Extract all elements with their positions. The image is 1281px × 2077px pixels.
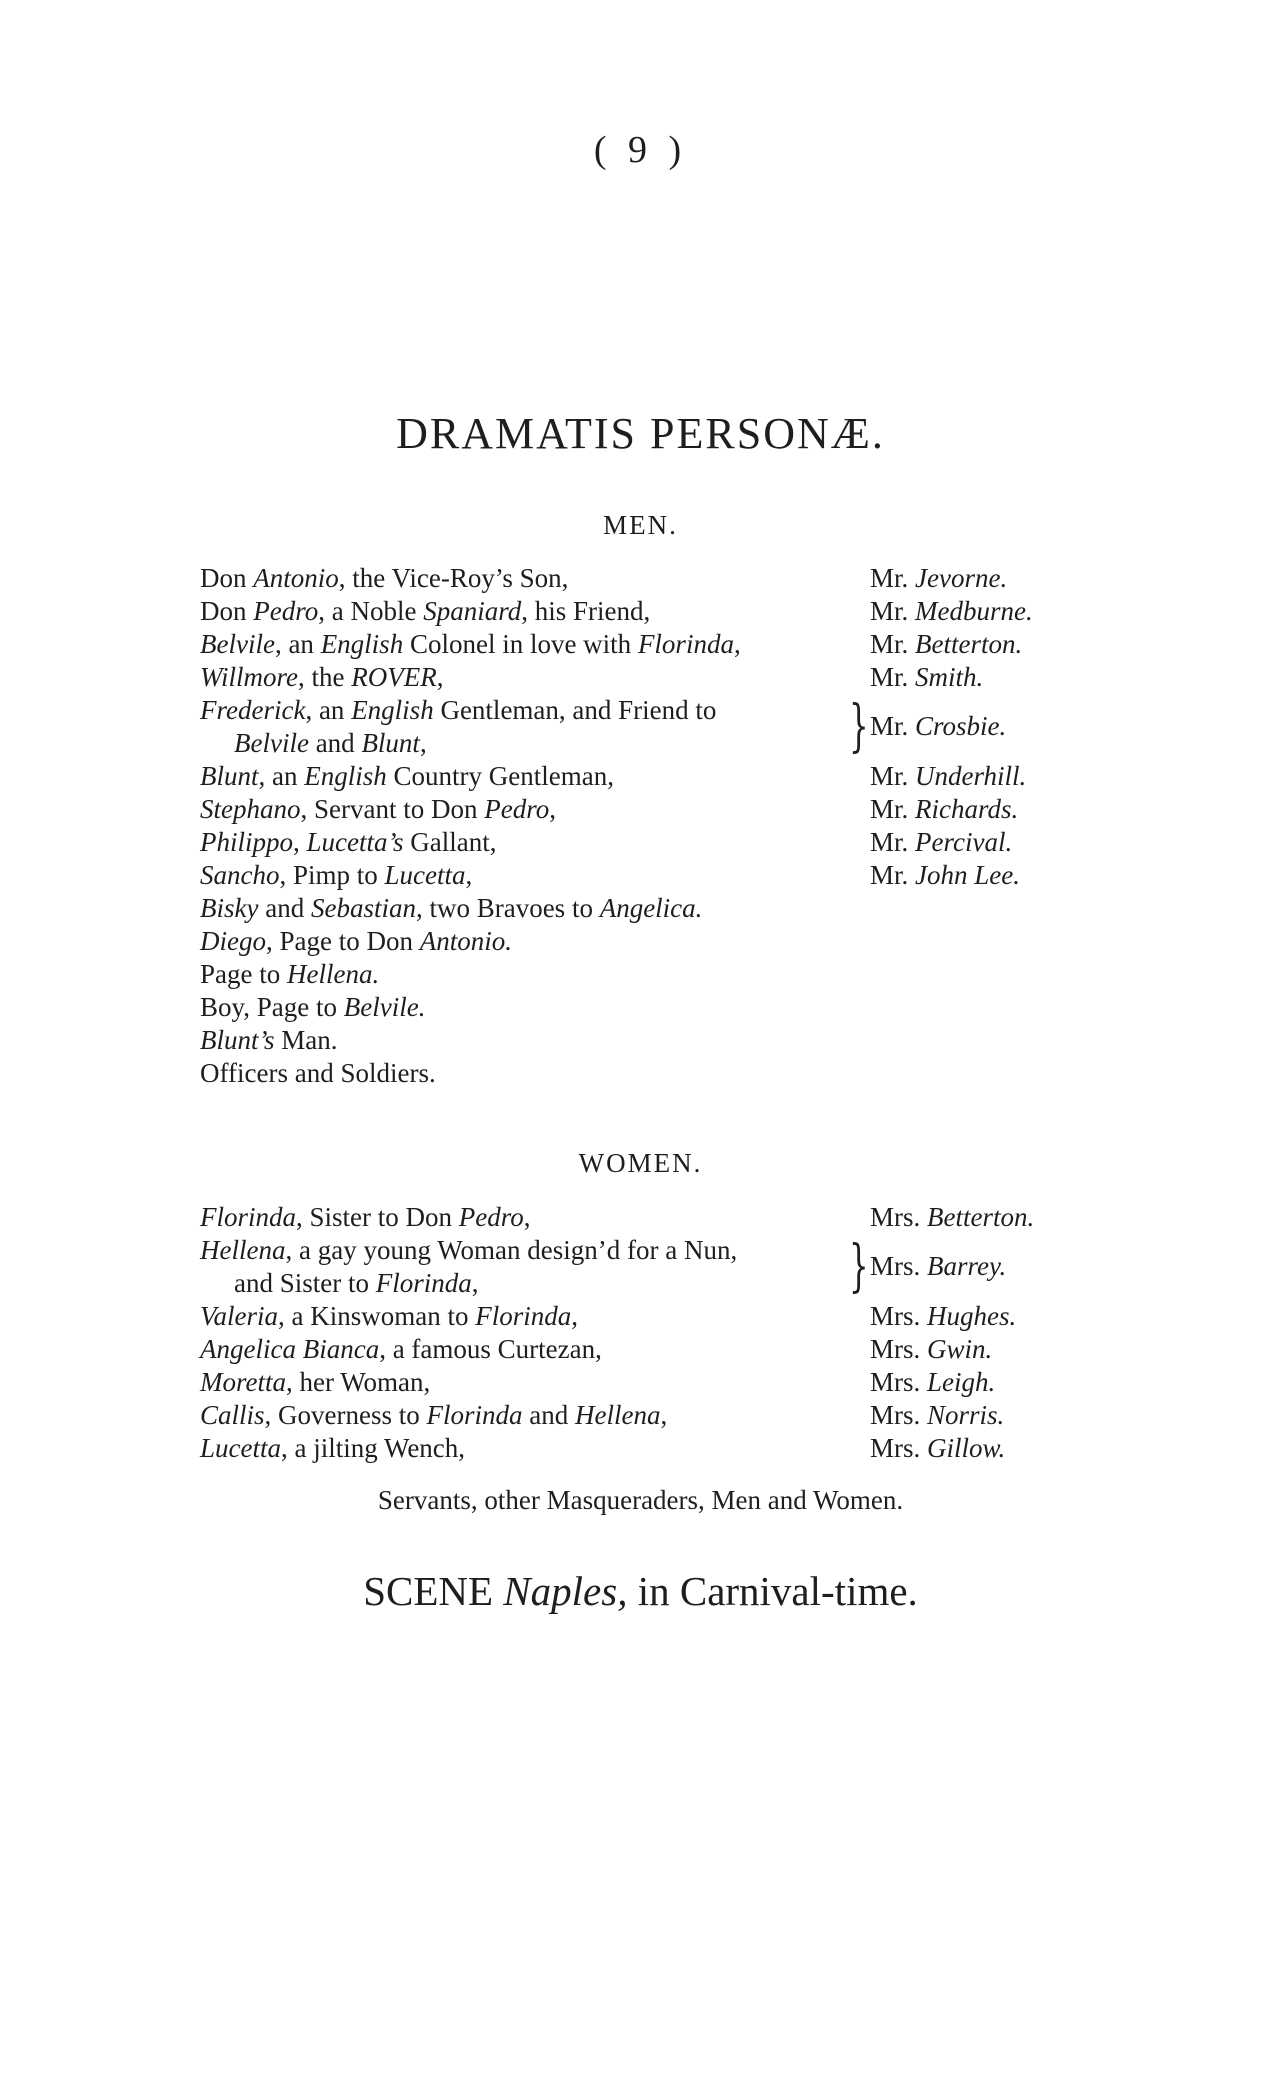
cast-row [200,859,1080,892]
scene-place: Naples, [503,1568,628,1614]
cast-row [200,1333,1080,1366]
cast-row [200,661,1080,694]
character-description: Diego, Page to Don Antonio. [200,926,512,956]
character-description: Blunt, an English Country Gentleman, [200,761,614,791]
scene-label: SCENE [363,1568,494,1614]
character-description: Frederick, an English Gentleman, and Friend to Belvile and Blunt, [200,695,717,758]
cast-row [200,991,1080,1024]
men-heading: MEN. [603,510,678,540]
actor-name: Mr. Crosbie. [870,711,1007,741]
women-heading: WOMEN. [578,1148,703,1178]
cast-row [200,628,1080,661]
cast-row [200,1399,1080,1432]
men-cast-list [200,562,1080,1090]
actor-name: Mr. Medburne. [870,596,1033,626]
actor-name: Mrs. Norris. [870,1400,1005,1430]
extras-line: Servants, other Masqueraders, Men and Women. [377,1485,904,1515]
character-description: Boy, Page to Belvile. [200,992,426,1022]
character-description: Bisky and Sebastian, two Bravoes to Angelica. [200,893,703,923]
character-description: Lucetta, a jilting Wench, [200,1433,466,1463]
actor-name: Mr. Richards. [870,794,1019,824]
cast-row [200,892,1080,925]
actor-name: Mr. Percival. [870,827,1013,857]
character-description: Hellena, a gay young Woman design’d for a Nun, and Sister to Florinda, [200,1235,738,1298]
character-description: Callis, Governess to Florinda and Hellena, [200,1400,668,1430]
actor-name: Mrs. Gillow. [870,1433,1006,1463]
cast-row [200,1300,1080,1333]
character-description: Officers and Soldiers. [200,1058,436,1088]
cast-row [200,1057,1080,1090]
cast-row [200,925,1080,958]
actor-name: Mr. Jevorne. [870,563,1008,593]
cast-row [200,562,1080,595]
cast-row [200,694,1080,760]
cast-row [200,760,1080,793]
character-description: Blunt’s Man. [200,1025,338,1055]
scene-line [0,1567,1281,1615]
brace-mark: } [849,694,869,759]
cast-row [200,958,1080,991]
actor-name: Mrs. Leigh. [870,1367,996,1397]
actor-name: Mr. Betterton. [870,629,1023,659]
character-description: Philippo, Lucetta’s Gallant, [200,827,497,857]
character-description: Belvile, an English Colonel in love with Florinda, [200,629,741,659]
character-description: Don Antonio, the Vice-Roy’s Son, [200,563,569,593]
cast-row [200,793,1080,826]
character-description: Page to Hellena. [200,959,380,989]
cast-row [200,1024,1080,1057]
actor-name: Mrs. Hughes. [870,1301,1017,1331]
actor-name: Mrs. Betterton. [870,1202,1035,1232]
page-number: ( 9 ) [593,129,688,171]
actor-name: Mrs. Gwin. [870,1334,993,1364]
character-description: Sancho, Pimp to Lucetta, [200,860,473,890]
character-description: Moretta, her Woman, [200,1367,431,1397]
cast-row [200,826,1080,859]
cast-row [200,595,1080,628]
cast-row [200,1201,1080,1234]
brace-mark: } [849,1234,869,1299]
character-description: Stephano, Servant to Don Pedro, [200,794,556,824]
cast-row [200,1432,1080,1465]
actor-name: Mr. Underhill. [870,761,1027,791]
cast-row [200,1366,1080,1399]
actor-name: Mrs. Barrey. [870,1251,1007,1281]
actor-name: Mr. Smith. [870,662,984,692]
page-title: DRAMATIS PERSONÆ. [396,409,885,458]
cast-row [200,1234,1080,1300]
character-description: Angelica Bianca, a famous Curtezan, [200,1334,602,1364]
character-description: Florinda, Sister to Don Pedro, [200,1202,531,1232]
character-description: Willmore, the ROVER, [200,662,444,692]
actor-name: Mr. John Lee. [870,860,1020,890]
character-description: Don Pedro, a Noble Spaniard, his Friend, [200,596,651,626]
women-cast-list [200,1201,1080,1465]
scene-rest: in Carnival-time. [627,1568,918,1614]
character-description: Valeria, a Kinswoman to Florinda, [200,1301,578,1331]
